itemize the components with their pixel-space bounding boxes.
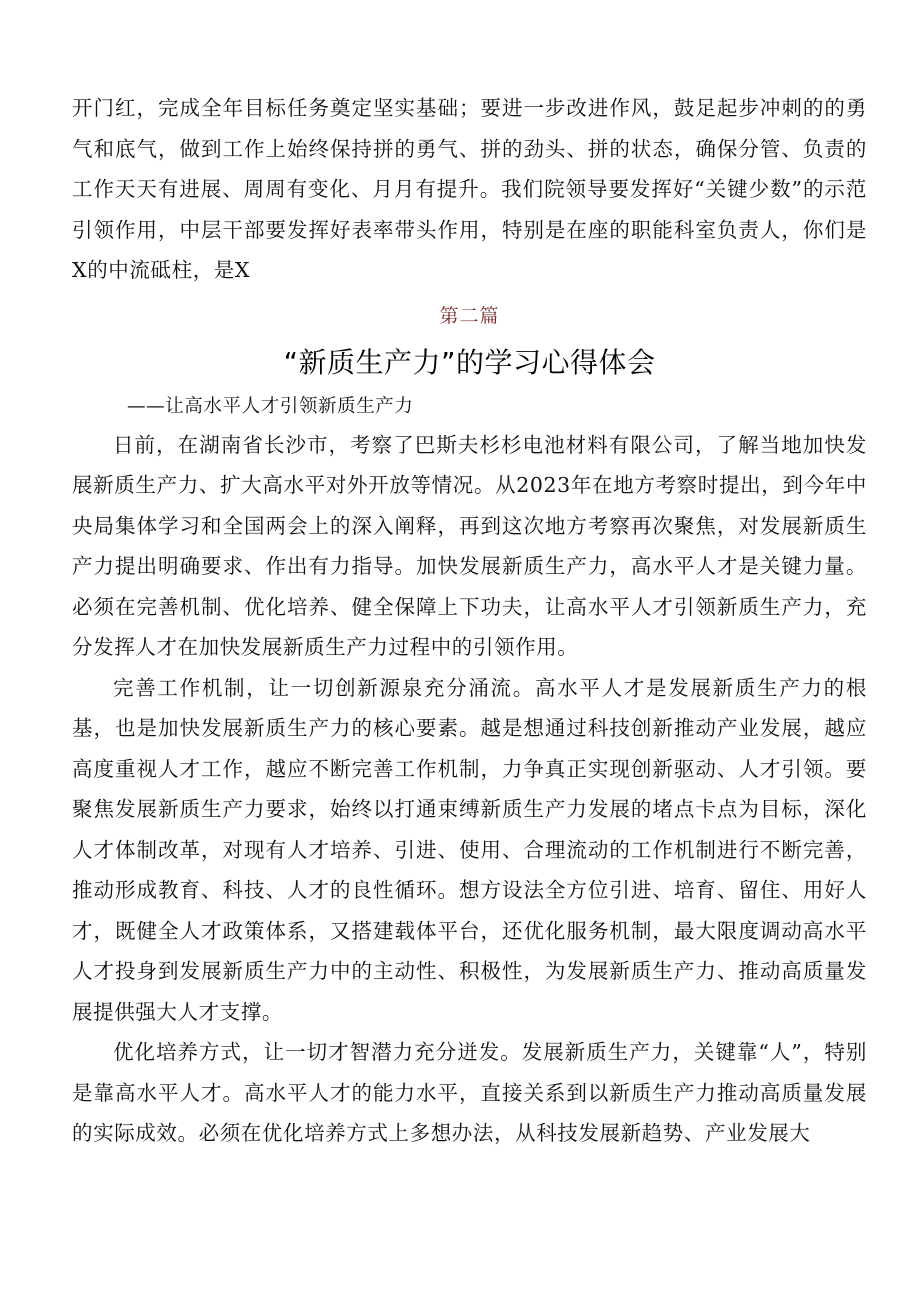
body-paragraphs — [72, 425, 867, 1154]
body-paragraph-2: 完善工作机制，让一切创新源泉充分涌流。高水平人才是发展新质生产力的根基，也是加快发展新质生产力的核心要素。越是想通过科技创新推动产业发展，越应高度重视人才工作，越应不断完善工作机制，力争真正实现创新驱动、人才引领。要聚焦发展新质生产力要求，始终以打通束缚新质生产力发展的堵点卡点为目标，深化人才体制改革，对现有人才培养、引进、使用、合理流动的工作机制进行不断完善，推动形成教育、科技、人才的良性循环。想方设法全方位引进、培育、留住、用好人才，既健全人才政策体系，又搭建载体平台，还优化服务机制，最大限度调动高水平人才投身到发展新质生产力中的主动性、积极性，为发展新质生产力、推动高质量发展提供强大人才支撑。 — [72, 675, 867, 1024]
previous-section-tail — [72, 88, 867, 291]
body-paragraph-1: 日前，在湖南省长沙市，考察了巴斯夫杉杉电池材料有限公司，了解当地加快发展新质生产力、扩大高水平对外开放等情况。从2023年在地方考察时提出，到今年中央局集体学习和全国两会上的深入阐释，再到这次地方考察再次聚焦，对发展新质生产力提出明确要求、作出有力指导。加快发展新质生产力，高水平人才是关键力量。必须在完善机制、优化培养、健全保障上下功夫，让高水平人才引领新质生产力，充分发挥人才在加快发展新质生产力过程中的引领作用。 — [72, 432, 867, 659]
document-title: “新质生产力”的学习心得体会 — [283, 345, 656, 379]
body-paragraph-3: 优化培养方式，让一切才智潜力充分迸发。发展新质生产力，关键靠“人”，特别是靠高水平人才。高水平人才的能力水平，直接关系到以新质生产力推动高质量发展的实际成效。必须在优化培养方式上多想办法，从科技发展新趋势、产业发展大 — [72, 1040, 867, 1145]
document-page — [72, 88, 867, 1154]
intro-paragraph: 开门红，完成全年目标任务奠定坚实基础；要进一步改进作风，鼓足起步冲刺的的勇气和底气，做到工作上始终保持拼的勇气、拼的劲头、拼的状态，确保分管、负责的工作天天有进展、周周有变化、月月有提升。我们院领导要发挥好“关键少数”的示范引领作用，中层干部要发挥好表率带头作用，特别是在座的职能科室负责人，你们是X的中流砥柱，是X — [72, 96, 867, 282]
section-label: 第二篇 — [439, 304, 500, 327]
document-subtitle: ——让高水平人才引领新质生产力 — [127, 395, 414, 417]
